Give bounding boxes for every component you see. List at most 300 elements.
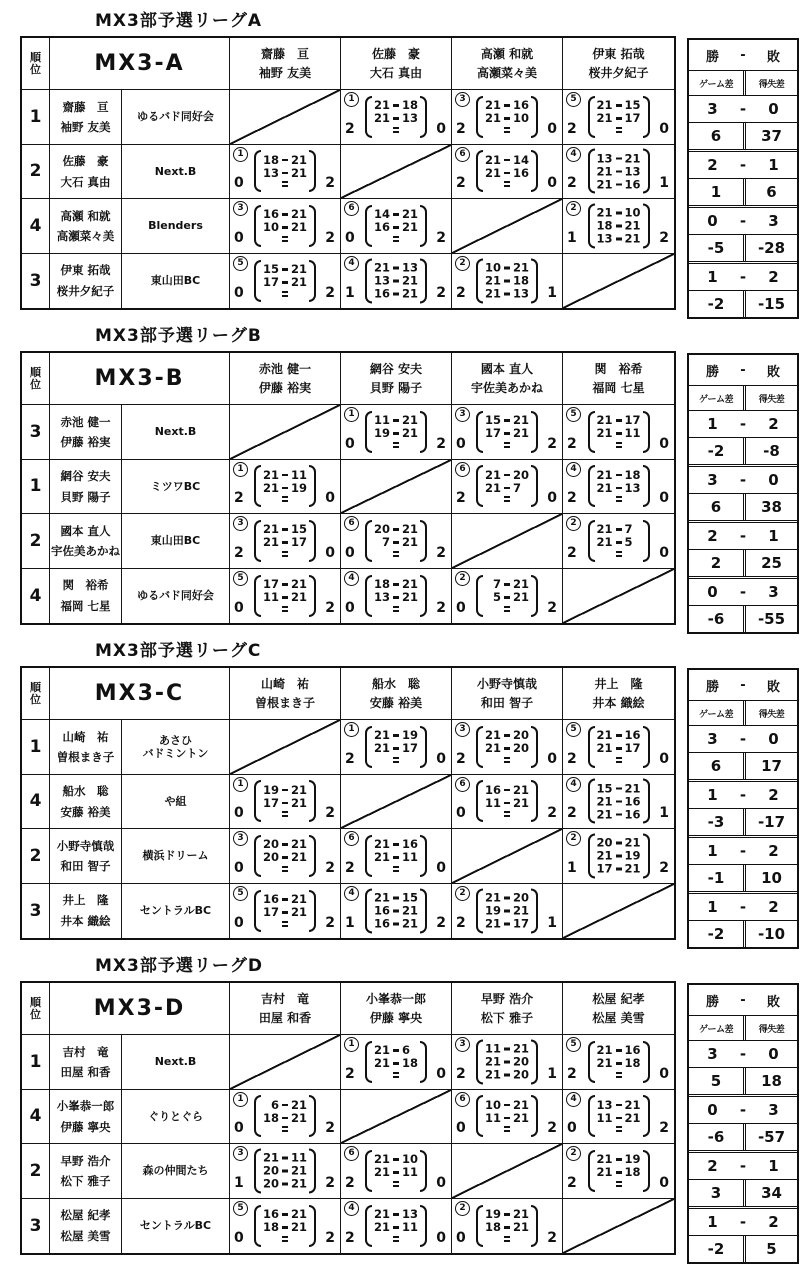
- match-cell: [230, 1199, 341, 1254]
- games-won-right: 2: [325, 1120, 335, 1136]
- score-line: [373, 1166, 419, 1179]
- empty-game-mark: [282, 179, 288, 189]
- home-score: 21: [373, 837, 390, 852]
- team-rank: 4: [22, 775, 50, 830]
- away-score: 13: [402, 111, 419, 126]
- dash-bar: [393, 1185, 399, 1187]
- away-score: 16: [624, 728, 641, 743]
- score-bracket: [254, 1095, 316, 1137]
- home-score: 21: [484, 728, 501, 743]
- home-score: 21: [596, 807, 613, 822]
- score-dash: [393, 923, 399, 926]
- match-cell: [452, 90, 563, 145]
- dash-bar: [504, 446, 510, 448]
- win-loss-row: [689, 1153, 797, 1180]
- games-won-right: 2: [325, 175, 335, 191]
- stats-header-win: 勝: [705, 679, 719, 695]
- home-score: 21: [373, 260, 390, 275]
- games-won-left: 2: [567, 490, 577, 506]
- match-number-badge: 1: [344, 722, 359, 737]
- game-diff-header: ゲーム差: [698, 79, 733, 90]
- player-name: 松下 雅子: [60, 1174, 111, 1188]
- home-score: 21: [484, 286, 501, 301]
- score-line: [373, 1208, 419, 1221]
- stats-subheader: [689, 1016, 797, 1041]
- point-diff-value: -15: [743, 291, 797, 317]
- player-name: 高瀬 和就: [480, 46, 534, 61]
- dash-bar: [282, 1130, 288, 1132]
- games-won-left: 2: [456, 915, 466, 931]
- diff-row: [689, 494, 797, 523]
- home-score: 16: [262, 1207, 279, 1222]
- score-line: [596, 427, 642, 440]
- away-score: 20: [513, 1054, 530, 1069]
- home-score: 19: [484, 903, 501, 918]
- league-section-B: [20, 325, 800, 634]
- games-won-left: 0: [345, 544, 355, 561]
- score-line: [262, 1208, 308, 1221]
- win-loss-row: [689, 467, 797, 494]
- match-number-badge: 3: [455, 407, 470, 422]
- dash-bar: [504, 185, 510, 187]
- games-won-right: 0: [547, 490, 557, 506]
- score-line: [596, 1166, 642, 1179]
- match-number-badge: 3: [455, 722, 470, 737]
- league-label: MX3-D: [50, 983, 230, 1035]
- games-won-right: 2: [547, 600, 557, 616]
- rank-header-char: 位: [30, 377, 41, 391]
- score-line: [596, 206, 642, 219]
- team-club: [122, 720, 230, 775]
- score-bracket: [588, 96, 650, 138]
- club-name: ゆるバド同好会: [137, 110, 214, 124]
- score-dash: [616, 212, 622, 215]
- score-bracket: [476, 150, 538, 192]
- games-won-left: 2: [456, 1065, 466, 1082]
- player-name: 伊藤 寧央: [60, 1119, 111, 1134]
- player-name: 小峯恭一郎: [365, 991, 426, 1006]
- match-cell: [341, 1144, 452, 1199]
- away-score: 7: [624, 522, 633, 537]
- losses-value: 3: [768, 1101, 779, 1119]
- team-names: [50, 254, 122, 309]
- player-name: 船水 聡: [371, 676, 420, 691]
- diagonal-cell: [341, 1090, 452, 1145]
- games-won-left: 2: [456, 490, 466, 506]
- club-name: や組: [164, 794, 187, 808]
- column-header-team: [563, 38, 674, 90]
- score-line: [262, 578, 308, 591]
- dash-bar: [504, 610, 510, 612]
- empty-game-mark: [282, 494, 288, 504]
- dash: -: [739, 583, 747, 601]
- diff-row: [689, 1180, 797, 1209]
- home-score: 11: [262, 590, 279, 605]
- dash-bar: [282, 866, 288, 868]
- rank-header-char: 順: [30, 50, 41, 64]
- score-dash: [282, 1170, 288, 1173]
- column-header-team: [230, 38, 341, 90]
- match-cell: [452, 1199, 563, 1254]
- games-won-left: 0: [234, 805, 244, 821]
- games-won-left: 2: [567, 1065, 577, 1082]
- away-score: 20: [513, 1067, 530, 1082]
- away-score: 21: [291, 590, 308, 605]
- team-club: [122, 1199, 230, 1254]
- player-name: 網谷 安夫: [60, 469, 111, 483]
- score-line: [262, 468, 308, 481]
- match-number-badge: 2: [566, 1146, 581, 1161]
- score-line: [373, 1221, 419, 1234]
- away-score: 21: [291, 1110, 308, 1125]
- diagonal-cell: [452, 199, 563, 254]
- score-dash: [282, 789, 288, 792]
- home-score: 10: [262, 220, 279, 235]
- player-name: 吉村 竜: [260, 991, 309, 1006]
- score-line: [373, 917, 419, 930]
- score-bracket: [365, 96, 427, 138]
- match-cell: [341, 569, 452, 624]
- league-label: MX3-C: [50, 668, 230, 720]
- games-won-right: 2: [325, 915, 335, 931]
- away-score: 16: [624, 807, 641, 822]
- empty-game-mark: [504, 494, 510, 504]
- win-loss-row: [689, 1209, 797, 1236]
- away-score: 21: [402, 413, 419, 428]
- rank-header: [22, 668, 50, 720]
- score-line: [596, 808, 642, 821]
- column-header-team: [341, 983, 452, 1035]
- away-score: 16: [624, 794, 641, 809]
- stats-header-win: 勝: [705, 364, 719, 380]
- dash: -: [739, 786, 747, 804]
- match-number-badge: 6: [344, 831, 359, 846]
- games-won-left: 0: [234, 285, 244, 301]
- score-bracket: [476, 726, 538, 768]
- diagonal-cell: [563, 884, 674, 939]
- score-dash: [504, 789, 510, 792]
- score-dash: [504, 897, 510, 900]
- player-name: 曽根まき子: [254, 696, 315, 711]
- score-dash: [616, 225, 622, 228]
- games-won-left: 2: [345, 1065, 355, 1082]
- away-score: 11: [402, 1220, 419, 1235]
- away-score: 21: [291, 220, 308, 235]
- away-score: 21: [402, 522, 419, 537]
- games-won-left: 0: [456, 600, 466, 616]
- player-name: 貝野 陽子: [60, 489, 111, 504]
- team-names: [50, 199, 122, 254]
- score-dash: [282, 213, 288, 216]
- score-bracket: [588, 203, 650, 248]
- match-number-badge: 6: [455, 147, 470, 162]
- team-rank: 4: [22, 199, 50, 254]
- club-name: あさひ: [159, 733, 192, 747]
- stats-header-win: 勝: [705, 994, 719, 1010]
- home-score: 21: [262, 467, 279, 482]
- score-dash: [282, 268, 288, 271]
- home-score: 21: [596, 848, 613, 863]
- away-score: 10: [624, 205, 641, 220]
- score-line: [373, 851, 419, 864]
- empty-game-mark: [504, 1234, 510, 1244]
- dash-bar: [393, 1181, 399, 1183]
- match-cell: [563, 514, 674, 569]
- dash-bar: [393, 1240, 399, 1242]
- dash-bar: [504, 757, 510, 759]
- player-name: 高瀬菜々美: [476, 66, 537, 81]
- home-score: 21: [596, 522, 613, 537]
- team-rank: 1: [22, 720, 50, 775]
- game-diff-value: -6: [707, 1128, 725, 1146]
- player-name: 松屋 紀孝: [592, 991, 645, 1006]
- losses-value: 0: [768, 100, 779, 118]
- player-name: 山崎 祐: [260, 676, 309, 691]
- empty-game-mark: [282, 289, 288, 299]
- score-line: [484, 166, 530, 179]
- match-cell: [563, 829, 674, 884]
- games-won-left: 2: [567, 1174, 577, 1191]
- home-score: 11: [373, 413, 390, 428]
- score-dash: [282, 528, 288, 531]
- home-score: 18: [262, 152, 279, 167]
- games-won-right: 1: [547, 285, 557, 301]
- game-diff-header: ゲーム差: [698, 394, 733, 405]
- diff-row: [689, 235, 797, 264]
- games-won-right: 2: [659, 229, 669, 246]
- games-won-right: 0: [547, 175, 557, 191]
- game-diff-value: 6: [710, 498, 722, 516]
- away-score: 21: [402, 535, 419, 550]
- score-bracket: [476, 1095, 538, 1137]
- home-score: 16: [262, 892, 279, 907]
- dash-bar: [282, 555, 288, 557]
- dash-bar: [393, 1072, 399, 1074]
- losses-value: 2: [768, 1213, 779, 1231]
- away-score: 17: [624, 413, 641, 428]
- empty-game-mark: [616, 755, 622, 765]
- match-cell: [452, 405, 563, 460]
- score-dash: [282, 226, 288, 229]
- match-number-badge: 5: [233, 571, 248, 586]
- diff-row: [689, 809, 797, 838]
- score-line: [262, 1221, 308, 1234]
- empty-game-mark: [393, 125, 399, 135]
- home-score: 21: [262, 480, 279, 495]
- win-loss-row: [689, 96, 797, 123]
- score-line: [484, 904, 530, 917]
- dash-bar: [282, 921, 288, 923]
- games-won-right: 2: [436, 600, 446, 616]
- score-dash: [282, 159, 288, 162]
- team-club: [122, 829, 230, 884]
- wins-value: 1: [707, 786, 718, 804]
- home-score: 21: [484, 916, 501, 931]
- games-won-right: 0: [436, 120, 446, 137]
- dash-bar: [282, 925, 288, 927]
- away-score: 21: [402, 286, 419, 301]
- score-bracket: [588, 149, 650, 194]
- game-diff-value: -5: [707, 239, 725, 257]
- home-score: 18: [262, 1110, 279, 1125]
- games-won-right: 0: [436, 1065, 446, 1082]
- home-score: 17: [262, 577, 279, 592]
- team-rank: 4: [22, 569, 50, 624]
- home-score: 21: [484, 467, 501, 482]
- player-name: 井上 隆: [594, 676, 643, 691]
- dash-bar: [282, 240, 288, 242]
- match-cell: [341, 884, 452, 939]
- match-number-badge: 1: [344, 407, 359, 422]
- away-score: 21: [291, 1220, 308, 1235]
- home-score: 21: [373, 111, 390, 126]
- team-club: [122, 145, 230, 200]
- losses-value: 2: [768, 842, 779, 860]
- away-score: 17: [624, 111, 641, 126]
- games-won-left: 2: [345, 750, 355, 767]
- games-won-left: 2: [567, 120, 577, 137]
- league-section-A: [20, 10, 800, 319]
- games-won-right: 2: [547, 435, 557, 452]
- score-dash: [393, 226, 399, 229]
- home-score: 21: [596, 205, 613, 220]
- dash: -: [739, 100, 747, 118]
- score-dash: [393, 897, 399, 900]
- score-dash: [393, 1062, 399, 1065]
- player-name: 和田 智子: [60, 859, 111, 873]
- score-line: [484, 1042, 530, 1055]
- score-dash: [393, 280, 399, 283]
- dash-bar: [393, 757, 399, 759]
- away-score: 19: [624, 848, 641, 863]
- wins-value: 0: [707, 212, 718, 230]
- score-line: [262, 1098, 308, 1111]
- match-number-badge: 2: [455, 886, 470, 901]
- score-dash: [504, 923, 510, 926]
- score-dash: [504, 1048, 510, 1051]
- diagonal-cell: [452, 1144, 563, 1199]
- player-name: 安藤 裕美: [369, 696, 423, 711]
- dash-bar: [393, 866, 399, 868]
- away-score: 21: [402, 207, 419, 222]
- home-score: 20: [262, 1163, 279, 1178]
- player-name: 安藤 裕美: [60, 804, 111, 819]
- games-won-right: 0: [547, 120, 557, 137]
- dash-bar: [616, 446, 622, 448]
- games-won-left: 0: [456, 1230, 466, 1246]
- away-score: 20: [513, 467, 530, 482]
- score-bracket: [588, 1150, 650, 1192]
- empty-game-mark: [504, 604, 510, 614]
- score-bracket: [365, 258, 427, 303]
- score-dash: [393, 910, 399, 913]
- match-number-badge: 1: [344, 92, 359, 107]
- home-score: 13: [262, 165, 279, 180]
- away-score: 13: [513, 286, 530, 301]
- score-dash: [393, 528, 399, 531]
- losses-value: 1: [768, 1157, 779, 1175]
- player-name: 船水 聡: [62, 784, 109, 798]
- score-dash: [616, 541, 622, 544]
- score-line: [262, 276, 308, 289]
- player-name: 田屋 和香: [60, 1065, 111, 1079]
- home-score: 21: [484, 741, 501, 756]
- score-line: [373, 729, 419, 742]
- score-dash: [282, 1183, 288, 1186]
- home-score: 21: [262, 535, 279, 550]
- away-score: 16: [513, 98, 530, 113]
- dash-bar: [282, 551, 288, 553]
- score-bracket: [254, 835, 316, 877]
- game-diff-value: -2: [707, 442, 725, 460]
- away-score: 15: [402, 890, 419, 905]
- point-diff-value: 5: [743, 1236, 797, 1262]
- wins-value: 2: [707, 527, 718, 545]
- match-number-badge: 6: [344, 201, 359, 216]
- score-bracket: [254, 150, 316, 192]
- score-dash: [393, 293, 399, 296]
- stats-header: [689, 355, 797, 386]
- score-line: [596, 152, 642, 165]
- home-score: 21: [373, 741, 390, 756]
- league-body: [20, 36, 800, 319]
- home-score: 16: [262, 207, 279, 222]
- home-score: 21: [596, 794, 613, 809]
- score-dash: [282, 281, 288, 284]
- dash-bar: [504, 815, 510, 817]
- score-bracket: [588, 411, 650, 453]
- dash-bar: [393, 240, 399, 242]
- score-dash: [504, 172, 510, 175]
- score-line: [484, 414, 530, 427]
- score-line: [262, 1164, 308, 1177]
- team-names: [50, 1090, 122, 1145]
- score-line: [484, 468, 530, 481]
- away-score: 11: [291, 1150, 308, 1165]
- club-name: 横浜ドリーム: [142, 849, 209, 863]
- team-rank: 2: [22, 145, 50, 200]
- match-number-badge: 6: [455, 462, 470, 477]
- dash-bar: [282, 295, 288, 297]
- score-dash: [393, 1213, 399, 1216]
- empty-game-mark: [393, 864, 399, 874]
- game-diff-value: -6: [707, 610, 725, 628]
- score-line: [596, 468, 642, 481]
- score-line: [596, 112, 642, 125]
- score-dash: [393, 583, 399, 586]
- score-bracket: [476, 780, 538, 822]
- away-score: 19: [402, 728, 419, 743]
- home-score: 21: [596, 480, 613, 495]
- score-line: [262, 1151, 308, 1164]
- match-number-badge: 5: [566, 92, 581, 107]
- score-dash: [616, 1049, 622, 1052]
- score-bracket: [365, 205, 427, 247]
- win-loss-row: [689, 579, 797, 606]
- home-score: 21: [484, 890, 501, 905]
- score-bracket: [254, 780, 316, 822]
- dash: -: [739, 156, 747, 174]
- player-name: 高瀬 和就: [60, 208, 111, 223]
- win-loss-row: [689, 523, 797, 550]
- column-header-team: [341, 668, 452, 720]
- score-dash: [393, 856, 399, 859]
- games-won-left: 0: [234, 1230, 244, 1246]
- team-club: [122, 460, 230, 515]
- score-line: [484, 481, 530, 494]
- point-diff-value: 17: [743, 753, 797, 779]
- game-diff-value: 6: [710, 127, 722, 145]
